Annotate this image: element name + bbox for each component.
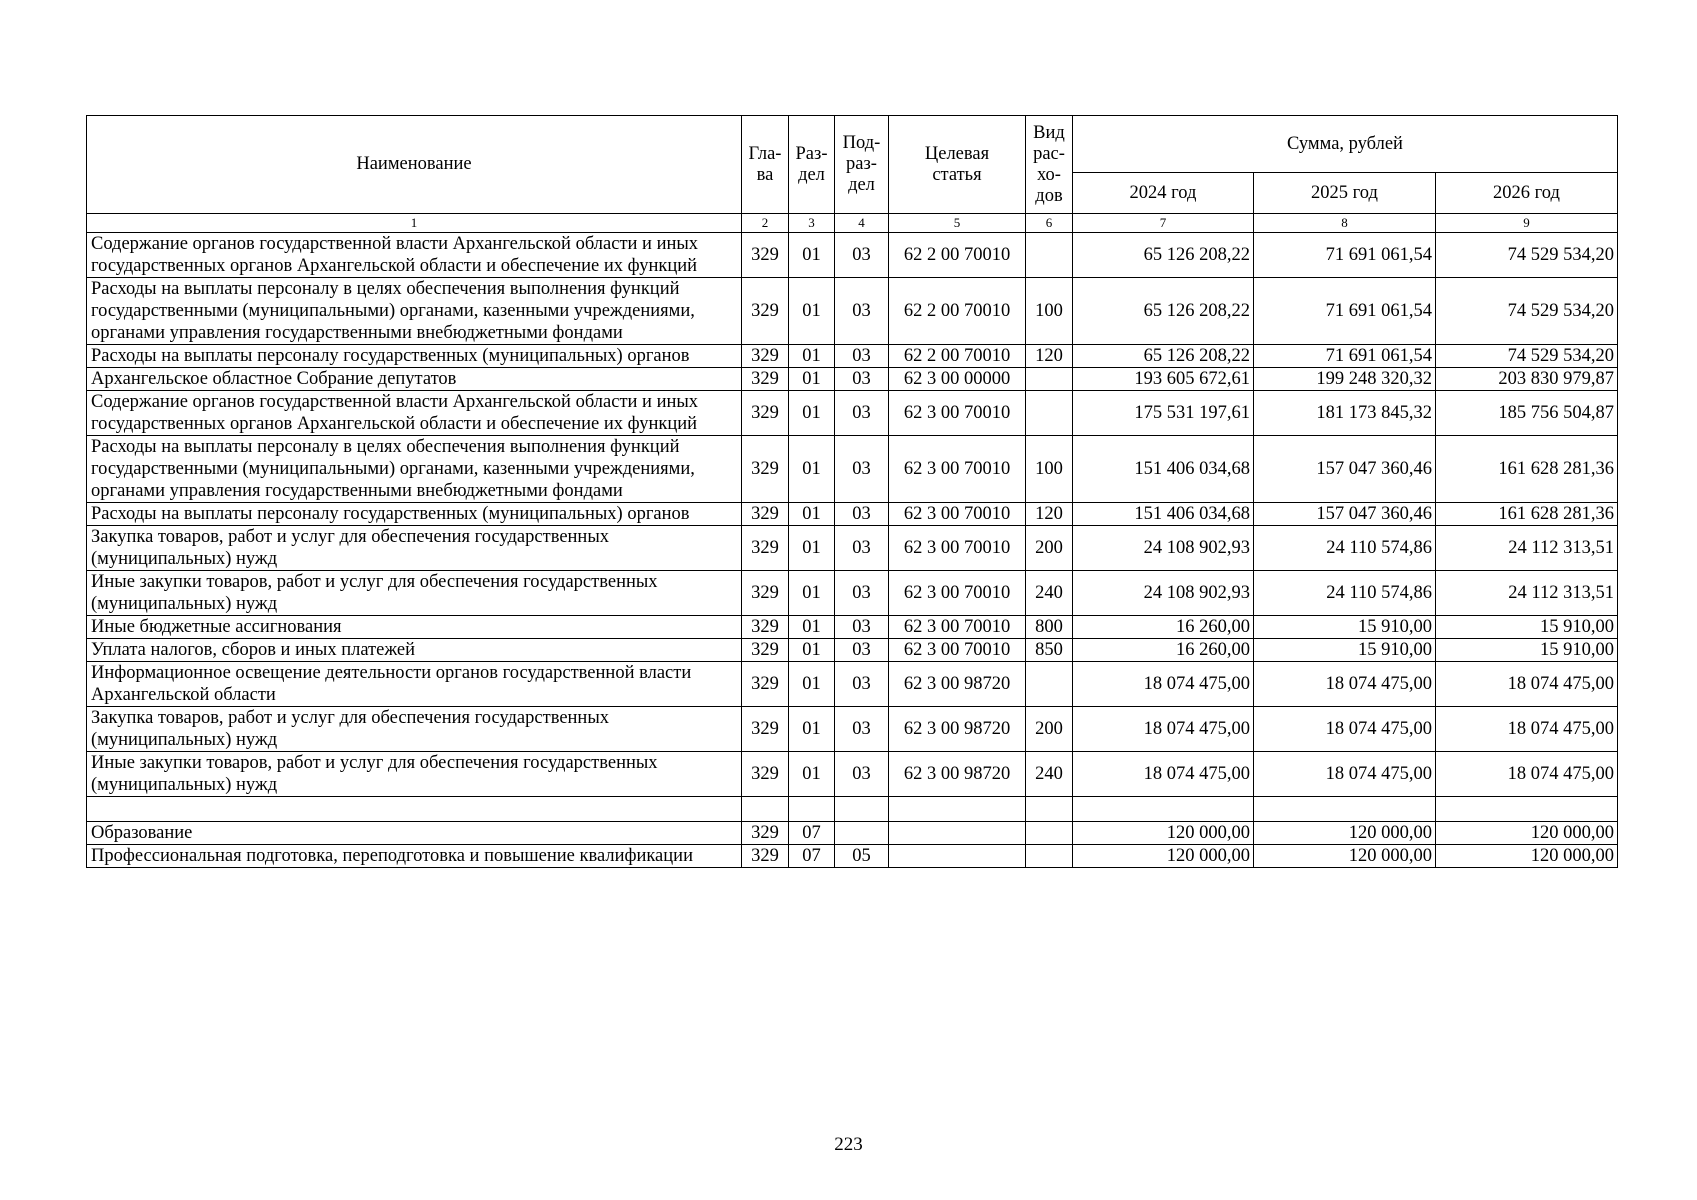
row-name: Образование bbox=[87, 822, 742, 845]
row-target-article: 62 3 00 70010 bbox=[889, 503, 1026, 526]
table-row bbox=[87, 822, 1618, 845]
row-amount-2026: 74 529 534,20 bbox=[1436, 233, 1618, 278]
row-amount-2025: 18 074 475,00 bbox=[1254, 752, 1436, 797]
row-amount-2025: 18 074 475,00 bbox=[1254, 662, 1436, 707]
row-section: 07 bbox=[789, 822, 835, 845]
row-expense-type: 200 bbox=[1026, 707, 1073, 752]
row-section: 01 bbox=[789, 639, 835, 662]
row-chapter: 329 bbox=[742, 233, 789, 278]
table-row bbox=[87, 278, 1618, 345]
row-amount-2026: 24 112 313,51 bbox=[1436, 526, 1618, 571]
row-amount-2026: 185 756 504,87 bbox=[1436, 391, 1618, 436]
row-amount-2026: 120 000,00 bbox=[1436, 845, 1618, 868]
table-row bbox=[87, 616, 1618, 639]
row-expense-type: 100 bbox=[1026, 436, 1073, 503]
row-amount-2024: 120 000,00 bbox=[1073, 822, 1254, 845]
row-expense-type: 120 bbox=[1026, 503, 1073, 526]
row-chapter: 329 bbox=[742, 822, 789, 845]
row-amount-2025: 157 047 360,46 bbox=[1254, 503, 1436, 526]
column-number: 6 bbox=[1026, 214, 1073, 233]
row-name: Расходы на выплаты персоналу государственных (муниципальных) органов bbox=[87, 503, 742, 526]
header-name: Наименование bbox=[87, 116, 742, 214]
header-subsection: Под- раз- дел bbox=[835, 116, 889, 214]
row-subsection: 03 bbox=[835, 345, 889, 368]
row-section: 01 bbox=[789, 616, 835, 639]
row-amount-2025: 120 000,00 bbox=[1254, 845, 1436, 868]
row-chapter: 329 bbox=[742, 752, 789, 797]
row-chapter: 329 bbox=[742, 503, 789, 526]
row-expense-type: 850 bbox=[1026, 639, 1073, 662]
row-amount-2024: 193 605 672,61 bbox=[1073, 368, 1254, 391]
row-target-article: 62 3 00 70010 bbox=[889, 436, 1026, 503]
row-expense-type bbox=[1026, 845, 1073, 868]
row-subsection: 05 bbox=[835, 845, 889, 868]
header-expense-type: Вид рас- хо- дов bbox=[1026, 116, 1073, 214]
row-section: 01 bbox=[789, 345, 835, 368]
row-expense-type: 240 bbox=[1026, 752, 1073, 797]
row-amount-2024: 151 406 034,68 bbox=[1073, 503, 1254, 526]
row-amount-2024 bbox=[1073, 797, 1254, 822]
row-amount-2026: 15 910,00 bbox=[1436, 616, 1618, 639]
column-number: 7 bbox=[1073, 214, 1254, 233]
header-year-2024: 2024 год bbox=[1073, 173, 1254, 214]
table-row bbox=[87, 436, 1618, 503]
row-chapter: 329 bbox=[742, 436, 789, 503]
row-expense-type: 100 bbox=[1026, 278, 1073, 345]
row-amount-2026: 18 074 475,00 bbox=[1436, 707, 1618, 752]
row-amount-2025 bbox=[1254, 797, 1436, 822]
row-subsection: 03 bbox=[835, 662, 889, 707]
row-amount-2025: 18 074 475,00 bbox=[1254, 707, 1436, 752]
row-amount-2026: 74 529 534,20 bbox=[1436, 278, 1618, 345]
row-target-article: 62 3 00 70010 bbox=[889, 616, 1026, 639]
row-chapter: 329 bbox=[742, 639, 789, 662]
row-amount-2025: 15 910,00 bbox=[1254, 639, 1436, 662]
row-section: 01 bbox=[789, 278, 835, 345]
row-subsection: 03 bbox=[835, 503, 889, 526]
column-number: 5 bbox=[889, 214, 1026, 233]
row-amount-2026: 74 529 534,20 bbox=[1436, 345, 1618, 368]
row-target-article: 62 3 00 70010 bbox=[889, 391, 1026, 436]
column-number: 2 bbox=[742, 214, 789, 233]
row-chapter: 329 bbox=[742, 571, 789, 616]
row-target-article: 62 3 00 98720 bbox=[889, 752, 1026, 797]
row-amount-2025: 24 110 574,86 bbox=[1254, 526, 1436, 571]
header-chapter: Гла- ва bbox=[742, 116, 789, 214]
row-name: Иные закупки товаров, работ и услуг для обеспечения государственных (муниципальных) нужд bbox=[87, 571, 742, 616]
row-expense-type: 200 bbox=[1026, 526, 1073, 571]
row-amount-2026: 18 074 475,00 bbox=[1436, 752, 1618, 797]
row-section: 01 bbox=[789, 707, 835, 752]
row-target-article: 62 3 00 00000 bbox=[889, 368, 1026, 391]
row-expense-type bbox=[1026, 391, 1073, 436]
row-name: Расходы на выплаты персоналу в целях обеспечения выполнения функций государственными (муниципальными) органами, казенными учреждениями, органами управления государственными внебюджетными фондами bbox=[87, 278, 742, 345]
row-subsection: 03 bbox=[835, 368, 889, 391]
row-section: 01 bbox=[789, 436, 835, 503]
row-name: Закупка товаров, работ и услуг для обеспечения государственных (муниципальных) нужд bbox=[87, 707, 742, 752]
row-amount-2024: 24 108 902,93 bbox=[1073, 571, 1254, 616]
row-target-article: 62 2 00 70010 bbox=[889, 233, 1026, 278]
row-chapter: 329 bbox=[742, 616, 789, 639]
column-number: 9 bbox=[1436, 214, 1618, 233]
table-row-empty bbox=[87, 797, 1618, 822]
row-section: 01 bbox=[789, 526, 835, 571]
row-amount-2025: 181 173 845,32 bbox=[1254, 391, 1436, 436]
row-amount-2026: 24 112 313,51 bbox=[1436, 571, 1618, 616]
row-amount-2024: 18 074 475,00 bbox=[1073, 707, 1254, 752]
column-number: 1 bbox=[87, 214, 742, 233]
row-amount-2024: 151 406 034,68 bbox=[1073, 436, 1254, 503]
row-chapter: 329 bbox=[742, 391, 789, 436]
row-amount-2024: 16 260,00 bbox=[1073, 639, 1254, 662]
row-section: 01 bbox=[789, 233, 835, 278]
row-name bbox=[87, 797, 742, 822]
row-amount-2025: 15 910,00 bbox=[1254, 616, 1436, 639]
row-target-article bbox=[889, 822, 1026, 845]
header-year-2025: 2025 год bbox=[1254, 173, 1436, 214]
row-name: Иные закупки товаров, работ и услуг для обеспечения государственных (муниципальных) нужд bbox=[87, 752, 742, 797]
row-name: Уплата налогов, сборов и иных платежей bbox=[87, 639, 742, 662]
row-target-article: 62 3 00 70010 bbox=[889, 526, 1026, 571]
row-amount-2025: 120 000,00 bbox=[1254, 822, 1436, 845]
header-sum: Сумма, рублей bbox=[1073, 116, 1618, 173]
row-amount-2026: 120 000,00 bbox=[1436, 822, 1618, 845]
row-expense-type: 800 bbox=[1026, 616, 1073, 639]
header-year-2026: 2026 год bbox=[1436, 173, 1618, 214]
table-row bbox=[87, 752, 1618, 797]
row-name: Иные бюджетные ассигнования bbox=[87, 616, 742, 639]
row-subsection: 03 bbox=[835, 278, 889, 345]
row-subsection: 03 bbox=[835, 436, 889, 503]
row-amount-2025: 71 691 061,54 bbox=[1254, 278, 1436, 345]
row-chapter: 329 bbox=[742, 526, 789, 571]
table-row bbox=[87, 662, 1618, 707]
budget-table bbox=[86, 115, 1618, 868]
column-number: 8 bbox=[1254, 214, 1436, 233]
row-amount-2024: 175 531 197,61 bbox=[1073, 391, 1254, 436]
header-section: Раз- дел bbox=[789, 116, 835, 214]
row-target-article bbox=[889, 797, 1026, 822]
row-amount-2024: 16 260,00 bbox=[1073, 616, 1254, 639]
row-subsection: 03 bbox=[835, 233, 889, 278]
row-name: Расходы на выплаты персоналу в целях обеспечения выполнения функций государственными (муниципальными) органами, казенными учреждениями, органами управления государственными внебюджетными фондами bbox=[87, 436, 742, 503]
row-subsection bbox=[835, 797, 889, 822]
row-target-article: 62 2 00 70010 bbox=[889, 278, 1026, 345]
row-section: 01 bbox=[789, 662, 835, 707]
row-expense-type bbox=[1026, 233, 1073, 278]
row-subsection: 03 bbox=[835, 391, 889, 436]
row-amount-2025: 71 691 061,54 bbox=[1254, 345, 1436, 368]
row-amount-2026: 161 628 281,36 bbox=[1436, 436, 1618, 503]
table-row bbox=[87, 639, 1618, 662]
row-subsection: 03 bbox=[835, 616, 889, 639]
row-amount-2026: 203 830 979,87 bbox=[1436, 368, 1618, 391]
row-amount-2026: 18 074 475,00 bbox=[1436, 662, 1618, 707]
row-expense-type: 120 bbox=[1026, 345, 1073, 368]
row-amount-2026 bbox=[1436, 797, 1618, 822]
table-row bbox=[87, 391, 1618, 436]
row-section: 01 bbox=[789, 571, 835, 616]
column-number-row bbox=[87, 214, 1618, 233]
row-amount-2025: 199 248 320,32 bbox=[1254, 368, 1436, 391]
table-row bbox=[87, 368, 1618, 391]
row-name: Содержание органов государственной власти Архангельской области и иных государственных органов Архангельской области и обеспечение их функций bbox=[87, 391, 742, 436]
row-chapter: 329 bbox=[742, 345, 789, 368]
row-subsection: 03 bbox=[835, 571, 889, 616]
row-chapter: 329 bbox=[742, 368, 789, 391]
row-chapter: 329 bbox=[742, 707, 789, 752]
row-target-article: 62 3 00 98720 bbox=[889, 662, 1026, 707]
row-name: Содержание органов государственной власти Архангельской области и иных государственных органов Архангельской области и обеспечение их функций bbox=[87, 233, 742, 278]
row-name: Архангельское областное Собрание депутатов bbox=[87, 368, 742, 391]
row-expense-type bbox=[1026, 368, 1073, 391]
table-row bbox=[87, 526, 1618, 571]
row-name: Информационное освещение деятельности органов государственной власти Архангельской области bbox=[87, 662, 742, 707]
row-subsection bbox=[835, 822, 889, 845]
row-name: Расходы на выплаты персоналу государственных (муниципальных) органов bbox=[87, 345, 742, 368]
row-amount-2025: 71 691 061,54 bbox=[1254, 233, 1436, 278]
row-amount-2024: 65 126 208,22 bbox=[1073, 345, 1254, 368]
table-row bbox=[87, 845, 1618, 868]
row-subsection: 03 bbox=[835, 526, 889, 571]
row-amount-2024: 24 108 902,93 bbox=[1073, 526, 1254, 571]
row-expense-type: 240 bbox=[1026, 571, 1073, 616]
row-target-article: 62 2 00 70010 bbox=[889, 345, 1026, 368]
row-name: Профессиональная подготовка, переподготовка и повышение квалификации bbox=[87, 845, 742, 868]
table-row bbox=[87, 233, 1618, 278]
row-amount-2024: 18 074 475,00 bbox=[1073, 752, 1254, 797]
row-amount-2026: 15 910,00 bbox=[1436, 639, 1618, 662]
table-row bbox=[87, 707, 1618, 752]
row-amount-2024: 65 126 208,22 bbox=[1073, 278, 1254, 345]
row-section: 07 bbox=[789, 845, 835, 868]
row-expense-type bbox=[1026, 662, 1073, 707]
column-number: 4 bbox=[835, 214, 889, 233]
column-number: 3 bbox=[789, 214, 835, 233]
table-header bbox=[87, 116, 1618, 233]
row-amount-2024: 18 074 475,00 bbox=[1073, 662, 1254, 707]
table-row bbox=[87, 571, 1618, 616]
row-expense-type bbox=[1026, 822, 1073, 845]
table-body bbox=[87, 233, 1618, 868]
row-chapter: 329 bbox=[742, 278, 789, 345]
row-section: 01 bbox=[789, 752, 835, 797]
row-target-article: 62 3 00 98720 bbox=[889, 707, 1026, 752]
table-row bbox=[87, 503, 1618, 526]
row-chapter bbox=[742, 797, 789, 822]
row-chapter: 329 bbox=[742, 662, 789, 707]
row-amount-2025: 157 047 360,46 bbox=[1254, 436, 1436, 503]
page-number: 223 bbox=[834, 1134, 863, 1155]
row-target-article: 62 3 00 70010 bbox=[889, 639, 1026, 662]
row-subsection: 03 bbox=[835, 707, 889, 752]
row-chapter: 329 bbox=[742, 845, 789, 868]
row-section: 01 bbox=[789, 391, 835, 436]
row-section: 01 bbox=[789, 368, 835, 391]
header-target-article: Целевая статья bbox=[889, 116, 1026, 214]
row-amount-2024: 65 126 208,22 bbox=[1073, 233, 1254, 278]
table-row bbox=[87, 345, 1618, 368]
row-target-article bbox=[889, 845, 1026, 868]
row-expense-type bbox=[1026, 797, 1073, 822]
row-section bbox=[789, 797, 835, 822]
row-subsection: 03 bbox=[835, 639, 889, 662]
row-section: 01 bbox=[789, 503, 835, 526]
row-amount-2024: 120 000,00 bbox=[1073, 845, 1254, 868]
row-amount-2026: 161 628 281,36 bbox=[1436, 503, 1618, 526]
row-subsection: 03 bbox=[835, 752, 889, 797]
row-target-article: 62 3 00 70010 bbox=[889, 571, 1026, 616]
row-amount-2025: 24 110 574,86 bbox=[1254, 571, 1436, 616]
row-name: Закупка товаров, работ и услуг для обеспечения государственных (муниципальных) нужд bbox=[87, 526, 742, 571]
